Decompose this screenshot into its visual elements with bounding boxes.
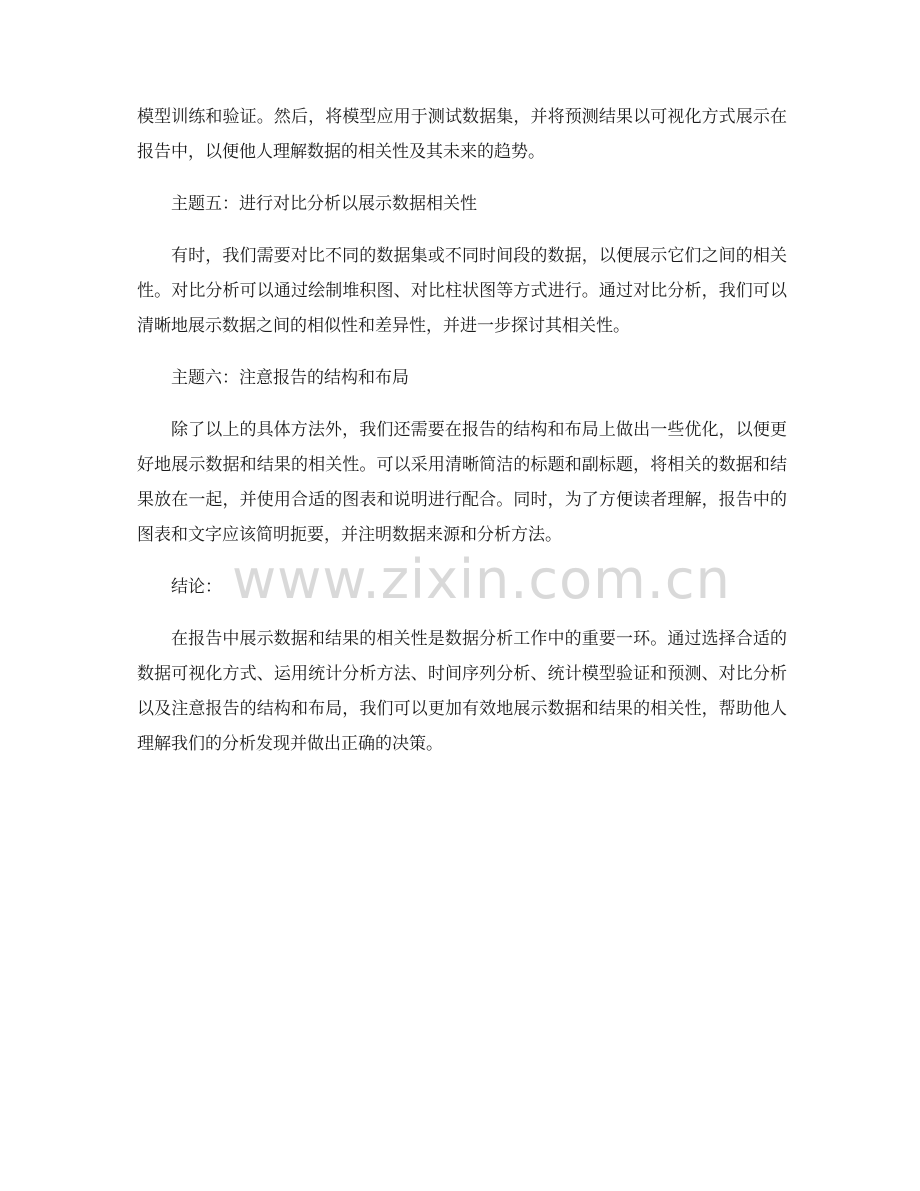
section6-paragraph: 除了以上的具体方法外，我们还需要在报告的结构和布局上做出一些优化，以便更好地展示数据和结果的相关性。可以采用清晰简洁的标题和副标题，将相关的数据和结果放在一起，并使用合适的图表和说明进行配合。同时，为了方便读者理解，报告中的图表和文字应该简明扼要，并注明数据来源和分析方法。 [137, 420, 787, 545]
section6-heading: 主题六：注意报告的结构和布局 [171, 368, 409, 388]
conclusion-paragraph: 在报告中展示数据和结果的相关性是数据分析工作中的重要一环。通过选择合适的数据可视化方式、运用统计分析方法、时间序列分析、统计模型验证和预测、对比分析以及注意报告的结构和布局，我们可以更加有效地展示数据和结果的相关性，帮助他人理解我们的分析发现并做出正确的决策。 [137, 629, 787, 754]
section5-heading: 主题五：进行对比分析以展示数据相关性 [171, 194, 477, 214]
watermark: www.zixin.com.cn [232, 548, 731, 611]
intro-continuation-paragraph: 模型训练和验证。然后，将模型应用于测试数据集，并将预测结果以可视化方式展示在报告中，以便他人理解数据的相关性及其未来的趋势。 [137, 107, 787, 162]
section5-paragraph: 有时，我们需要对比不同的数据集或不同时间段的数据，以便展示它们之间的相关性。对比分析可以通过绘制堆积图、对比柱状图等方式进行。通过对比分析，我们可以清晰地展示数据之间的相似性和差异性，并进一步探讨其相关性。 [137, 246, 787, 336]
document-body [137, 100, 787, 762]
conclusion-heading: 结论： [171, 577, 222, 597]
